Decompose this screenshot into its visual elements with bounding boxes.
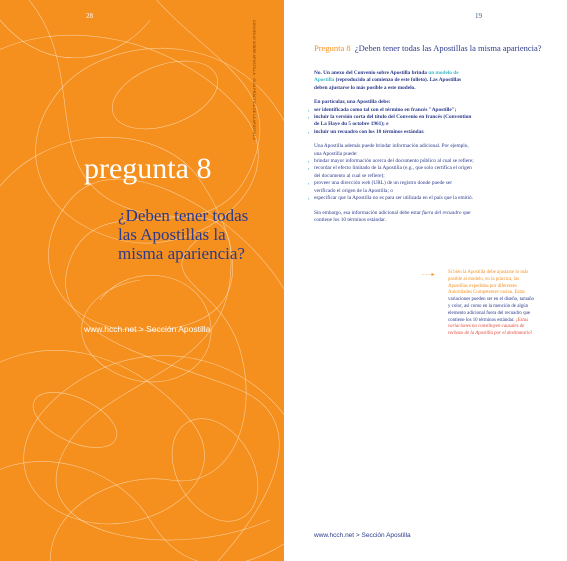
heading-text: ¿Deben tener todas las Apostillas la misma apariencia? <box>354 43 542 53</box>
arrow-icon: ·······▸ <box>421 272 434 278</box>
list-item: ▪ proveer una dirección web (URL) de un registro donde puede ser verificado el origen de la Apostilla; o <box>309 180 474 195</box>
list-item: ▪ ser identificada como tal con el término en francés "Apostille"; <box>309 107 474 114</box>
requirements-list <box>314 107 474 137</box>
chapter-title: pregunta 8 <box>84 152 212 185</box>
optional-list <box>314 158 474 202</box>
paragraph-4: Sin embargo, esa información adicional debe estar fuera del recuadro que contiene los 10 términos estándar. <box>314 209 471 223</box>
body-text <box>314 70 474 231</box>
footer-url-right[interactable]: www.hcch.net > Sección Apostilla <box>314 532 411 539</box>
list-item: ▪ incluir un recuadro con los 10 términos estándar. <box>309 129 474 136</box>
model-link[interactable]: un modelo de Apostilla <box>314 70 459 84</box>
paragraph-1: No. Un anexo del Convenio sobre Apostilla brinda un modelo de Apostilla (reproducido al comienzo de este folleto). Las Apostillas deben ajustarse lo más posible a este modelo. <box>314 70 462 91</box>
list-item: ▪ recordar el efecto limitado de la Apostilla (e.g., que solo certifica el origen del documento al cual se refiere); <box>309 165 474 180</box>
paragraph-2-intro: En particular, una Apostilla debe: <box>314 99 391 106</box>
section-heading <box>314 43 542 53</box>
chapter-question: ¿Deben tener todas las Apostillas la misma apariencia? <box>118 206 249 263</box>
list-item: ▪ incluir la versión corta del título del Convenio en francés (Convention de La Haye du 5 octobre 1961); e <box>309 114 474 129</box>
page-number-left: 28 <box>86 12 93 20</box>
side-note: Si bien la Apostilla debe ajustarse lo más posible al modelo, en la práctica, las Apostillas expedidas por diferentes Autoridades Competentes varían. Estas variaciones pueden ser en el diseño, tamaño y color, así como en la mención de algún elemento adicional fuera del recuadro que contiene los 10 términos estándar. ¡Estas variaciones no constituyen causales de rechazo de la Apostilla por el destinatario! <box>448 270 534 337</box>
footer-url-left[interactable]: www.hcch.net > Sección Apostilla <box>84 324 211 334</box>
list-item: ▪ especificar que la Apostilla no es para ser utilizada en el país que la emitió. <box>309 195 474 202</box>
list-item: ▪ brindar mayor información acerca del documento público al cual se refiere; <box>309 158 474 165</box>
heading-number: Pregunta 8 <box>314 43 351 53</box>
side-running-text: CONVENIO SOBRE APOSTILLA · GUÍA PRÁCTICA DE LA APOSTILLA <box>252 20 256 140</box>
page-number-right: 19 <box>475 12 482 20</box>
paragraph-3-intro: Una Apostilla además puede brindar información adicional. Por ejemplo, una Apostilla puede: <box>314 143 469 157</box>
